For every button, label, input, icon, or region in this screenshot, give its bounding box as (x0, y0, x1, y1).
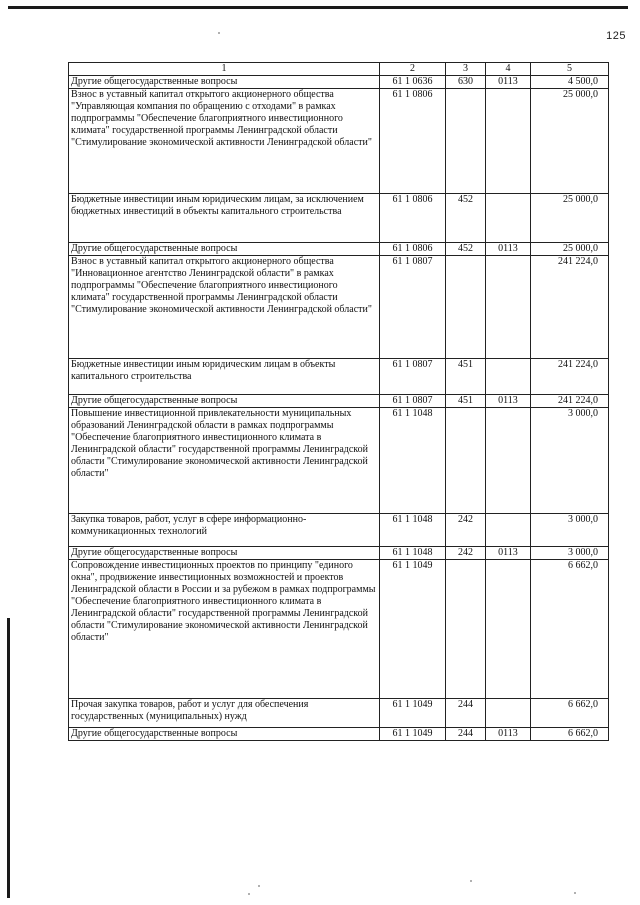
scan-speck (248, 893, 250, 895)
row-section: 0113 (486, 243, 531, 256)
row-amount: 3 000,0 (531, 547, 609, 560)
row-section (486, 256, 531, 359)
row-expense-type: 244 (446, 728, 486, 741)
row-name: Другие общегосударственные вопросы (69, 728, 380, 741)
row-target-article: 61 1 0636 (380, 76, 446, 89)
row-expense-type: 242 (446, 547, 486, 560)
row-section (486, 699, 531, 728)
top-border (0, 0, 640, 12)
row-name: Другие общегосударственные вопросы (69, 395, 380, 408)
row-amount: 241 224,0 (531, 395, 609, 408)
row-amount: 3 000,0 (531, 514, 609, 547)
row-target-article: 61 1 0806 (380, 194, 446, 243)
row-section (486, 408, 531, 514)
table-row (69, 547, 609, 560)
table-row (69, 359, 609, 395)
row-name: Взнос в уставный капитал открытого акционерного общества "Управляющая компания по обращению с отходами" в рамках подпрограммы "Обеспечение благоприятного инвестиционного климата" государственной программы Ленинградской области "Стимулирование экономической активности Ленинградской области" (69, 89, 380, 194)
row-name: Другие общегосударственные вопросы (69, 76, 380, 89)
scan-speck (218, 32, 220, 34)
row-amount: 241 224,0 (531, 359, 609, 395)
row-section (486, 89, 531, 194)
row-target-article: 61 1 1048 (380, 514, 446, 547)
row-name: Другие общегосударственные вопросы (69, 547, 380, 560)
row-expense-type: 451 (446, 359, 486, 395)
table-row (69, 243, 609, 256)
table-row (69, 514, 609, 547)
row-name: Взнос в уставный капитал открытого акционерного общества "Инновационное агентство Ленинградской области" в рамках подпрограммы "Обеспечение благоприятного инвестиционого климата" государственной программы Ленинградской области "Стимулирование экономической активности Ленинградской области" (69, 256, 380, 359)
table-row (69, 76, 609, 89)
row-section: 0113 (486, 728, 531, 741)
row-target-article: 61 1 0807 (380, 359, 446, 395)
row-target-article: 61 1 1049 (380, 560, 446, 699)
row-amount: 25 000,0 (531, 194, 609, 243)
scan-speck (470, 880, 472, 882)
row-target-article: 61 1 1049 (380, 699, 446, 728)
scan-speck (258, 885, 260, 887)
row-amount: 6 662,0 (531, 699, 609, 728)
row-expense-type (446, 560, 486, 699)
table-row (69, 194, 609, 243)
row-name: Другие общегосударственные вопросы (69, 243, 380, 256)
row-target-article: 61 1 1048 (380, 547, 446, 560)
row-target-article: 61 1 0806 (380, 243, 446, 256)
row-amount: 25 000,0 (531, 89, 609, 194)
row-amount: 4 500,0 (531, 76, 609, 89)
row-target-article: 61 1 0807 (380, 395, 446, 408)
row-target-article: 61 1 0807 (380, 256, 446, 359)
table-row (69, 89, 609, 194)
header-col-3: 3 (446, 63, 486, 76)
row-amount: 6 662,0 (531, 728, 609, 741)
row-amount: 241 224,0 (531, 256, 609, 359)
table-row (69, 699, 609, 728)
row-expense-type (446, 408, 486, 514)
row-expense-type: 451 (446, 395, 486, 408)
row-section (486, 359, 531, 395)
row-section: 0113 (486, 76, 531, 89)
row-expense-type (446, 89, 486, 194)
row-section: 0113 (486, 395, 531, 408)
row-name: Сопровождение инвестиционных проектов по принципу "единого окна", продвижение инвестиционных возможностей и проектов Ленинградской области в России и за рубежом в рамках подпрограммы "Обеспечение благоприятного инвестиционного климата в Ленинградской области" государственной программы Ленинградской области "Стимулирование экономической активности Ленинградской области" (69, 560, 380, 699)
table-row (69, 256, 609, 359)
row-amount: 3 000,0 (531, 408, 609, 514)
table-row (69, 728, 609, 741)
row-target-article: 61 1 0806 (380, 89, 446, 194)
row-expense-type: 630 (446, 76, 486, 89)
row-name: Бюджетные инвестиции иным юридическим лицам в объекты капитального строительства (69, 359, 380, 395)
row-expense-type: 244 (446, 699, 486, 728)
row-target-article: 61 1 1048 (380, 408, 446, 514)
row-expense-type: 242 (446, 514, 486, 547)
table-header-row (69, 63, 609, 76)
header-col-2: 2 (380, 63, 446, 76)
row-target-article: 61 1 1049 (380, 728, 446, 741)
page-number: 125 (606, 30, 626, 42)
row-expense-type: 452 (446, 194, 486, 243)
row-name: Прочая закупка товаров, работ и услуг для обеспечения государственных (муниципальных) нужд (69, 699, 380, 728)
scan-margin-mark (7, 618, 10, 898)
row-amount: 6 662,0 (531, 560, 609, 699)
table-row (69, 560, 609, 699)
row-expense-type (446, 256, 486, 359)
row-name: Закупка товаров, работ, услуг в сфере информационно-коммуникационных технологий (69, 514, 380, 547)
budget-table (68, 62, 609, 741)
row-section (486, 560, 531, 699)
top-rule-line (8, 6, 628, 9)
row-expense-type: 452 (446, 243, 486, 256)
table-row (69, 408, 609, 514)
row-name: Бюджетные инвестиции иным юридическим лицам, за исключением бюджетных инвестиций в объекты капитального строительства (69, 194, 380, 243)
row-amount: 25 000,0 (531, 243, 609, 256)
scan-speck (574, 892, 576, 894)
row-section: 0113 (486, 547, 531, 560)
header-col-5: 5 (531, 63, 609, 76)
row-section (486, 194, 531, 243)
row-section (486, 514, 531, 547)
header-col-4: 4 (486, 63, 531, 76)
row-name: Повышение инвестиционной привлекательности муниципальных образований Ленинградской области в рамках подпрограммы "Обеспечение благоприятного инвестиционного климата в Ленинградской области" государственной программы Ленинградской области "Стимулирование экономической активности Ленинградской области" (69, 408, 380, 514)
header-col-1: 1 (69, 63, 380, 76)
table-row (69, 395, 609, 408)
